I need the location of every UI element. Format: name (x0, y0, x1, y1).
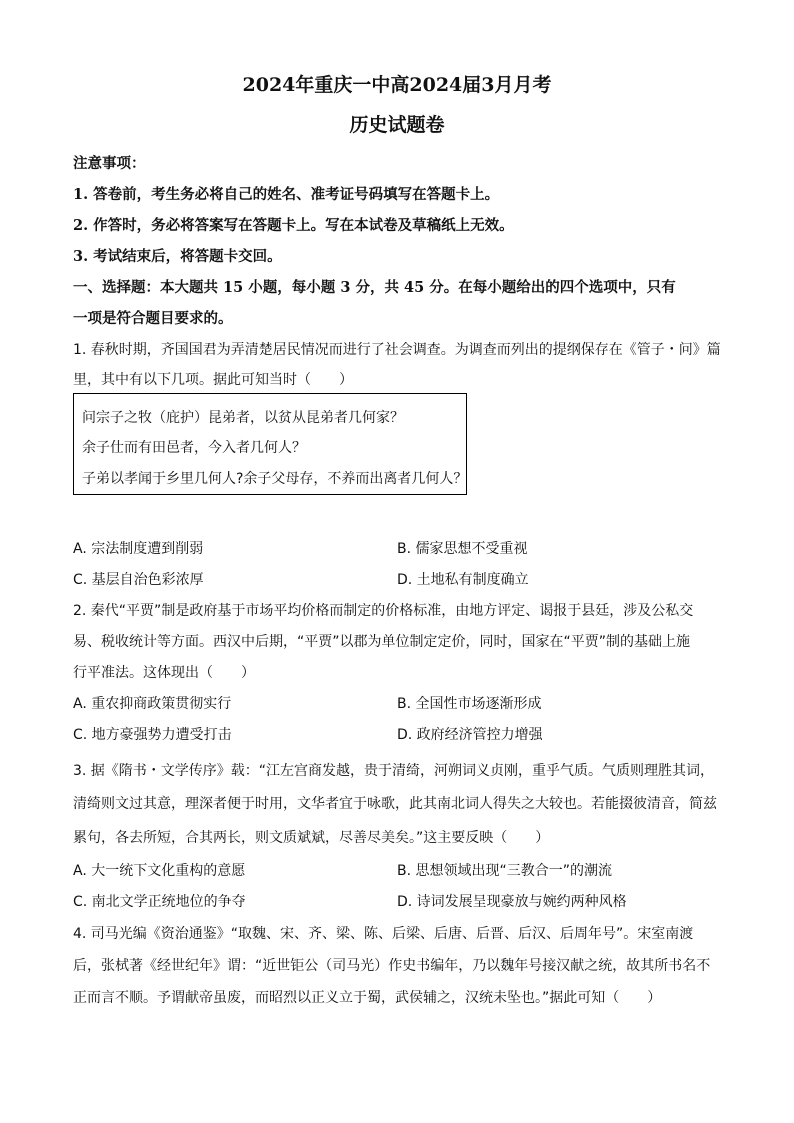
q1-option-d: D. 土地私有制度确立 (397, 572, 529, 588)
q3-option-c: C. 南北文学正统地位的争夺 (73, 894, 246, 910)
q4-stem-line-3: 正而言不顺。予谓献帝虽废，而昭烈以正义立于蜀，武侯辅之，汉统未坠也。”据此可知（ ） (73, 990, 662, 1006)
q3-stem-line-1: 3. 据《隋书・文学传序》载：“江左宫商发越，贵于清绮，河朔词义贞刚，重乎气质。气质则理胜其词， (73, 763, 715, 779)
q1-box-line-2: 余子仕而有田邑者，今入者几何人？ (82, 440, 306, 456)
q1-box-line-3: 子弟以孝闻于乡里几何人?余子父母存，不养而出离者几何人？ (82, 471, 468, 487)
q2-stem-line-3: 行平准法。这体现出（ ） (73, 665, 255, 681)
q1-box-line-1: 问宗子之牧（庇护）昆弟者，以贫从昆弟者几何家？ (82, 410, 404, 426)
q2-option-c: C. 地方豪强势力遭受打击 (73, 727, 232, 743)
q2-option-d: D. 政府经济管控力增强 (397, 727, 543, 743)
q1-option-b: B. 儒家思想不受重视 (397, 541, 528, 557)
q1-source-box (73, 393, 467, 495)
q2-option-a: A. 重农抑商政策贯彻实行 (73, 696, 232, 712)
q3-stem-line-3: 累句，各去所短，合其两长，则文质斌斌，尽善尽美矣。”这主要反映（ ） (73, 830, 550, 846)
q1-stem-line-2: 里，其中有以下几项。据此可知当时（ ） (73, 372, 353, 388)
q3-option-b: B. 思想领域出现“三教合一”的潮流 (397, 863, 613, 879)
q1-option-a: A. 宗法制度遭到削弱 (73, 541, 204, 557)
q2-option-b: B. 全国性市场逐渐形成 (397, 696, 542, 712)
notice-item-1: 1. 答卷前，考生务必将自己的姓名、准考证号码填写在答题卡上。 (73, 186, 500, 203)
q3-option-d: D. 诗词发展呈现豪放与婉约两种风格 (397, 894, 627, 910)
q4-stem-line-2: 后，张栻著《经世纪年》谓：“近世钜公（司马光）作史书编年，乃以魏年号接汉献之统，故其所书名不 (73, 958, 711, 974)
q2-stem-line-1: 2. 秦代“平贾”制是政府基于市场平均价格而制定的价格标准，由地方评定、谒报于县廷，涉及公私交 (73, 603, 694, 619)
section-heading-line-1: 一、选择题：本大题共 15 小题，每小题 3 分，共 45 分。在每小题给出的四个选项中，只有 (73, 279, 676, 296)
q3-stem-line-2: 清绮则文过其意，理深者便于时用，文华者宜于咏歌，此其南北词人得失之大较也。若能掇彼清音，简兹 (73, 796, 717, 812)
q1-option-c: C. 基层自治色彩浓厚 (73, 572, 204, 588)
notice-item-3: 3. 考试结束后，将答题卡交回。 (73, 248, 282, 265)
q1-stem-line-1: 1. 春秋时期，齐国国君为弄清楚居民情况而进行了社会调查。为调查而列出的提纲保存在《管子・问》篇 (73, 342, 721, 358)
q3-option-a: A. 大一统下文化重构的意愿 (73, 863, 246, 879)
q2-stem-line-2: 易、税收统计等方面。西汉中后期，“平贾”以郡为单位制定定价，同时，国家在“平贾”制的基础上施 (73, 634, 691, 650)
notice-item-2: 2. 作答时，务必将答案写在答题卡上。写在本试卷及草稿纸上无效。 (73, 217, 514, 234)
page-title: 2024年重庆一中高2024届3月月考 (242, 74, 552, 96)
section-heading-line-2: 一项是符合题目要求的。 (73, 310, 233, 327)
q4-stem-line-1: 4. 司马光编《资治通鉴》“取魏、宋、齐、梁、陈、后梁、后唐、后晋、后汉、后周年号”。宋室南渡 (73, 926, 694, 942)
notice-heading: 注意事项： (73, 155, 146, 172)
page-subtitle: 历史试题卷 (349, 114, 445, 136)
